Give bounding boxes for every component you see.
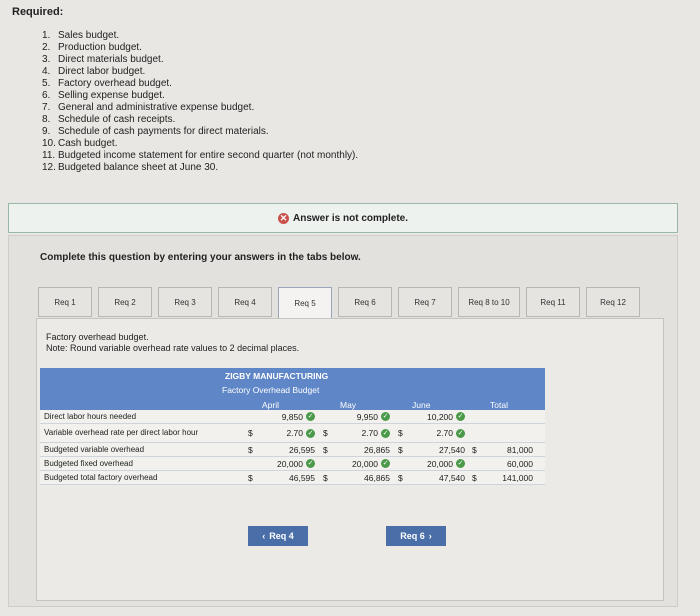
table-header bbox=[40, 368, 545, 410]
requirement-number: 1. bbox=[42, 30, 51, 41]
company-name: ZIGBY MANUFACTURING bbox=[225, 371, 329, 381]
cell-may bbox=[319, 424, 394, 442]
requirement-number: 10. bbox=[42, 138, 56, 149]
table-row bbox=[40, 443, 545, 457]
row-label: Budgeted fixed overhead bbox=[44, 458, 133, 468]
check-icon: ✓ bbox=[382, 460, 389, 467]
tab-req-6[interactable]: Req 6 bbox=[338, 287, 392, 317]
check-icon: ✓ bbox=[307, 413, 314, 420]
value-input[interactable]: 9,850 bbox=[281, 411, 303, 422]
value-input[interactable]: 2.70 bbox=[361, 428, 378, 438]
cell-june bbox=[394, 471, 469, 484]
currency-symbol: $ bbox=[398, 472, 403, 483]
value-input[interactable]: 2.70 bbox=[436, 428, 453, 438]
cell-april bbox=[244, 424, 319, 442]
tab-req-4[interactable]: Req 4 bbox=[218, 287, 272, 317]
total-value: 141,000 bbox=[502, 472, 533, 483]
tab-req-5[interactable]: Req 5 bbox=[278, 287, 332, 319]
cell-total bbox=[469, 424, 539, 442]
requirement-number: 4. bbox=[42, 66, 51, 77]
error-icon: ✕ bbox=[279, 212, 288, 223]
currency-symbol: $ bbox=[472, 472, 477, 483]
tab-req-7[interactable]: Req 7 bbox=[398, 287, 452, 317]
section-title: Factory overhead budget. bbox=[46, 332, 149, 342]
cell-june bbox=[394, 424, 469, 442]
requirement-text: Selling expense budget. bbox=[58, 90, 165, 101]
currency-symbol: $ bbox=[398, 444, 403, 455]
value-input[interactable]: 47,540 bbox=[439, 472, 465, 483]
prev-req-button[interactable] bbox=[248, 526, 308, 546]
requirement-number: 5. bbox=[42, 78, 51, 89]
tab-req-8-to-10[interactable]: Req 8 to 10 bbox=[458, 287, 520, 317]
cell-may bbox=[319, 443, 394, 456]
check-icon: ✓ bbox=[382, 429, 389, 437]
instruction-text: Complete this question by entering your answers in the tabs below. bbox=[40, 252, 361, 263]
requirement-item bbox=[42, 162, 358, 174]
requirement-text: Factory overhead budget. bbox=[58, 78, 172, 89]
requirement-item bbox=[42, 66, 358, 78]
next-req-label: Req 6 bbox=[400, 531, 425, 541]
requirement-text: Budgeted balance sheet at June 30. bbox=[58, 162, 219, 173]
chevron-left-icon: ‹ bbox=[262, 531, 266, 541]
table-row bbox=[40, 410, 545, 424]
requirement-text: Schedule of cash receipts. bbox=[58, 114, 176, 125]
total-value: 60,000 bbox=[507, 458, 533, 469]
currency-symbol: $ bbox=[248, 472, 253, 483]
tab-req-1[interactable]: Req 1 bbox=[38, 287, 92, 317]
tab-req-12[interactable]: Req 12 bbox=[586, 287, 640, 317]
currency-symbol: $ bbox=[323, 428, 328, 438]
requirement-text: Sales budget. bbox=[58, 30, 120, 41]
requirement-item bbox=[42, 30, 358, 42]
requirement-number: 8. bbox=[42, 114, 51, 125]
requirements-list bbox=[42, 30, 358, 174]
requirement-number: 12. bbox=[42, 162, 56, 173]
requirement-item bbox=[42, 102, 358, 114]
row-label: Direct labor hours needed bbox=[44, 411, 137, 421]
table-row bbox=[40, 424, 545, 443]
requirement-text: Budgeted income statement for entire second quarter (not monthly). bbox=[58, 150, 359, 161]
row-label: Budgeted total factory overhead bbox=[44, 472, 158, 482]
requirement-number: 9. bbox=[42, 126, 51, 137]
requirement-item bbox=[42, 114, 358, 126]
table-body bbox=[40, 410, 545, 485]
value-input[interactable]: 10,200 bbox=[427, 411, 453, 422]
value-input[interactable]: 20,000 bbox=[427, 458, 453, 469]
check-icon: ✓ bbox=[457, 460, 464, 467]
requirement-text: Cash budget. bbox=[58, 138, 118, 149]
requirement-text: General and administrative expense budget. bbox=[58, 102, 255, 113]
cell-june bbox=[394, 410, 469, 423]
value-input[interactable]: 2.70 bbox=[286, 428, 303, 438]
requirement-number: 7. bbox=[42, 102, 51, 113]
required-heading: Required: bbox=[12, 6, 64, 18]
chevron-right-icon: › bbox=[428, 531, 432, 541]
cell-april bbox=[244, 457, 319, 470]
requirement-item bbox=[42, 150, 358, 162]
requirement-number: 6. bbox=[42, 90, 51, 101]
table-row bbox=[40, 457, 545, 471]
value-input[interactable]: 26,865 bbox=[364, 444, 390, 455]
requirement-text: Production budget. bbox=[58, 42, 142, 53]
value-input[interactable]: 27,540 bbox=[439, 444, 465, 455]
col-april: April bbox=[262, 400, 280, 410]
cell-total bbox=[469, 471, 539, 484]
value-input[interactable]: 46,595 bbox=[289, 472, 315, 483]
cell-may bbox=[319, 410, 394, 423]
currency-symbol: $ bbox=[323, 472, 328, 483]
row-label: Budgeted variable overhead bbox=[44, 444, 145, 454]
currency-symbol: $ bbox=[248, 428, 253, 438]
cell-total bbox=[469, 457, 539, 470]
cell-april bbox=[244, 410, 319, 423]
requirement-item bbox=[42, 138, 358, 150]
answer-status-text: Answer is not complete. bbox=[292, 212, 409, 224]
section-note: Note: Round variable overhead rate values to 2 decimal places. bbox=[46, 343, 300, 353]
requirement-number: 11. bbox=[42, 150, 56, 161]
budget-title: Factory Overhead Budget bbox=[222, 385, 320, 395]
cell-may bbox=[319, 457, 394, 470]
cell-april bbox=[244, 471, 319, 484]
col-total: Total bbox=[490, 400, 508, 410]
row-label: Variable overhead rate per direct labor hour bbox=[44, 428, 199, 437]
check-icon: ✓ bbox=[382, 413, 389, 420]
req-tabs bbox=[38, 287, 640, 319]
requirement-item bbox=[42, 90, 358, 102]
cell-june bbox=[394, 457, 469, 470]
requirement-text: Schedule of cash payments for direct materials. bbox=[58, 126, 269, 137]
requirement-item bbox=[42, 54, 358, 66]
requirement-text: Direct labor budget. bbox=[58, 66, 146, 77]
value-input[interactable]: 9,950 bbox=[356, 411, 378, 422]
requirement-item bbox=[42, 126, 358, 138]
cell-total bbox=[469, 410, 539, 423]
value-input[interactable]: 46,865 bbox=[364, 472, 390, 483]
currency-symbol: $ bbox=[248, 444, 253, 455]
factory-overhead-table bbox=[40, 368, 545, 485]
check-icon: ✓ bbox=[307, 429, 314, 437]
tab-req-11[interactable]: Req 11 bbox=[526, 287, 580, 317]
prev-req-label: Req 4 bbox=[269, 531, 294, 541]
requirement-number: 2. bbox=[42, 42, 51, 53]
check-icon: ✓ bbox=[307, 460, 314, 467]
total-value: 81,000 bbox=[507, 444, 533, 455]
cell-june bbox=[394, 443, 469, 456]
next-req-button[interactable] bbox=[386, 526, 446, 546]
value-input[interactable]: 20,000 bbox=[277, 458, 303, 469]
requirement-item bbox=[42, 78, 358, 90]
requirement-text: Direct materials budget. bbox=[58, 54, 164, 65]
value-input[interactable]: 26,595 bbox=[289, 444, 315, 455]
table-row bbox=[40, 471, 545, 485]
cell-april bbox=[244, 443, 319, 456]
tab-req-3[interactable]: Req 3 bbox=[158, 287, 212, 317]
col-may: May bbox=[340, 400, 357, 410]
col-june: June bbox=[412, 400, 431, 410]
requirement-item bbox=[42, 42, 358, 54]
check-icon: ✓ bbox=[457, 413, 464, 420]
section-heading bbox=[46, 332, 299, 354]
requirement-number: 3. bbox=[42, 54, 51, 65]
currency-symbol: $ bbox=[323, 444, 328, 455]
tab-req-2[interactable]: Req 2 bbox=[98, 287, 152, 317]
value-input[interactable]: 20,000 bbox=[352, 458, 378, 469]
currency-symbol: $ bbox=[398, 428, 403, 438]
answer-status-banner bbox=[8, 203, 678, 233]
currency-symbol: $ bbox=[472, 444, 477, 455]
cell-total bbox=[469, 443, 539, 456]
cell-may bbox=[319, 471, 394, 484]
check-icon: ✓ bbox=[457, 429, 464, 437]
